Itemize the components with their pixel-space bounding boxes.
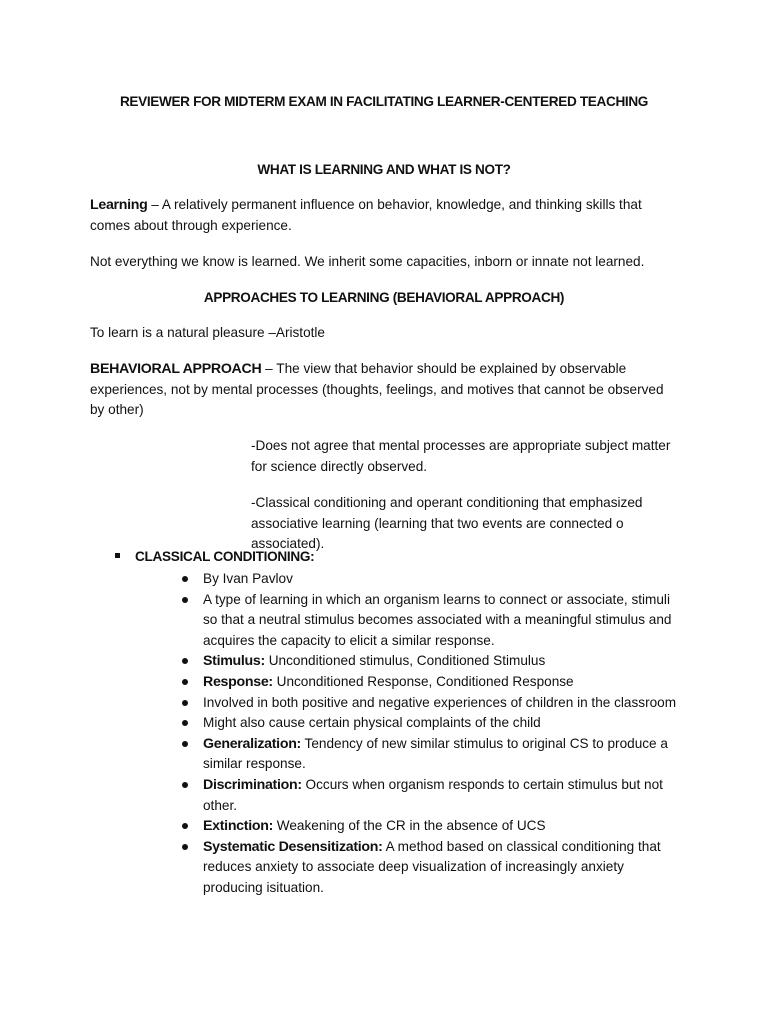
bullet-icon [182,782,188,788]
aristotle-quote: To learn is a natural pleasure –Aristotle [90,325,325,340]
bullet-icon [182,741,188,747]
list-item [203,672,683,693]
list-item-term: Response: [203,673,273,690]
not-everything-paragraph: Not everything we know is learned. We inherit some capacities, inborn or innate not learned. [90,254,645,269]
list-item-term: Generalization: [203,735,301,752]
bullet-icon [182,823,188,829]
list-item [203,775,683,816]
list-item-text: Might also cause certain physical complaints of the child [203,715,541,731]
list-item [203,569,683,590]
behavioral-approach-definition [90,359,680,421]
list-item [203,651,683,672]
list-item-text: Tendency of new similar stimulus to original CS to produce a similar response. [203,735,668,772]
list-item [203,734,683,775]
bullet-icon [182,576,188,582]
classical-conditioning-list [203,569,683,899]
bullet-icon [182,597,188,603]
document-title: REVIEWER FOR MIDTERM EXAM IN FACILITATING LEARNER-CENTERED TEACHING [119,94,649,109]
list-item-term: Discrimination: [203,776,302,793]
list-item-text: A method based on classical conditioning that reduces anxiety to associate deep visualization of increasingly anxiety producing isituation. [203,838,661,895]
list-item-text: Unconditioned stimulus, Conditioned Stimulus [264,653,546,669]
learning-definition [90,195,680,236]
list-item-text: Unconditioned Response, Conditioned Response [272,673,574,689]
list-item-text: A type of learning in which an organism learns to connect or associate, stimuli so that a neutral stimulus becomes associated with a meaningful stimulus and acquires the capacity to elicit a similar response. [203,591,672,648]
bullet-icon [182,720,188,726]
section-heading-approaches: APPROACHES TO LEARNING (BEHAVIORAL APPROACH) [203,290,565,305]
list-item-term: Stimulus: [203,653,265,670]
classical-conditioning-heading [115,547,314,568]
list-item-text: Weakening of the CR in the absence of UCS [273,818,546,834]
learning-term: Learning [90,197,148,213]
list-item [203,816,683,837]
behavioral-approach-text: – The view that behavior should be explained by observable experiences, not by mental processes (thoughts, feelings, and motives that cannot be observed by other) [90,361,664,418]
bullet-icon [182,844,188,850]
bullet-icon [182,700,188,706]
list-item-term: Extinction: [203,818,273,835]
bullet-icon [182,658,188,664]
list-item-term: Systematic Desensitization: [203,838,383,855]
list-item [203,693,683,714]
list-item-text: Involved in both positive and negative experiences of children in the classroom [203,694,677,710]
behavioral-point-2: -Classical conditioning and operant conditioning that emphasized associative learning (learning that two events are connected o associated). [251,495,643,552]
bullet-icon [182,679,188,685]
square-bullet-icon [115,553,120,558]
section-heading-learning: WHAT IS LEARNING AND WHAT IS NOT? [257,162,511,177]
list-item [203,837,683,899]
behavioral-approach-term: BEHAVIORAL APPROACH [90,361,262,377]
learning-definition-text: – A relatively permanent influence on behavior, knowledge, and thinking skills that comes about through experience. [90,197,642,233]
list-item [203,713,683,734]
list-item [203,590,683,652]
behavioral-point-1: -Does not agree that mental processes are appropriate subject matter for science directly observed. [251,438,671,474]
list-item-text: Occurs when organism responds to certain stimulus but not other. [203,776,663,813]
list-item-text: By Ivan Pavlov [203,571,293,586]
classical-conditioning-label: CLASSICAL CONDITIONING: [135,549,315,564]
